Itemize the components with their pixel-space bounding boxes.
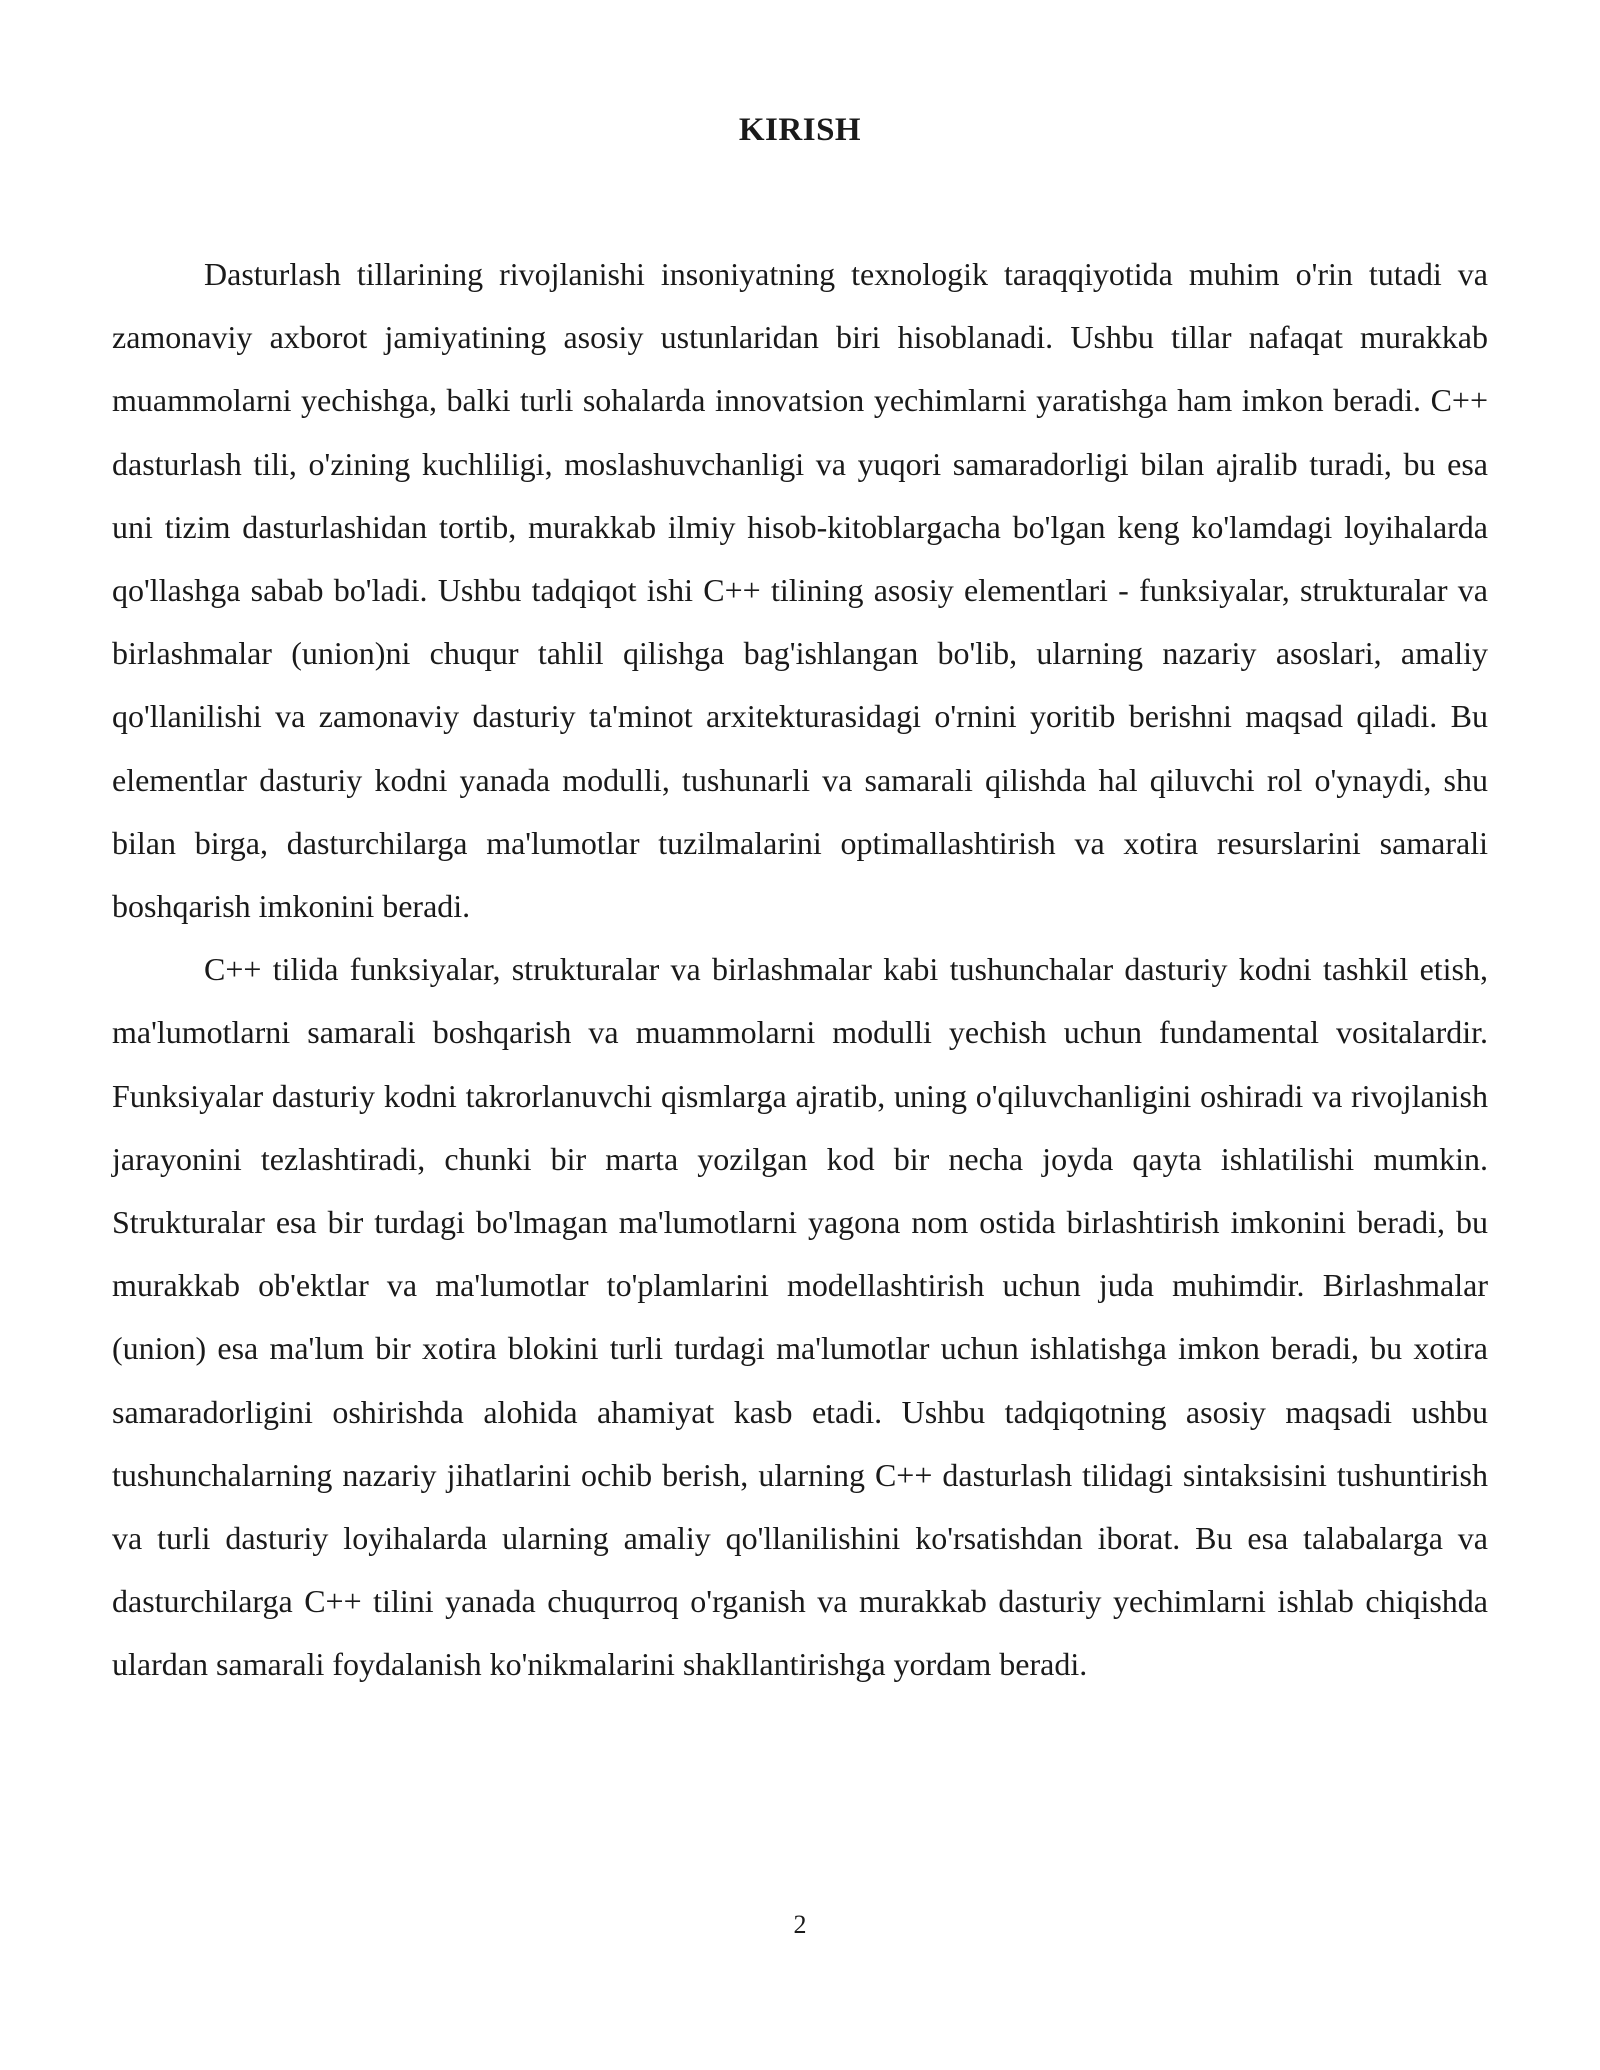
body-text xyxy=(112,243,1488,1697)
page-title: KIRISH xyxy=(738,112,862,148)
paragraph-2: C++ tilida funksiyalar, strukturalar va birlashmalar kabi tushunchalar dasturiy kodni tashkil etish, ma'lumotlarni samarali boshqarish va muammolarni modulli yechish uchun fundamental vositalardir. Funksiyalar dasturiy kodni takrorlanuvchi qismlarga ajratib, uning o'qiluvchanligini oshiradi va rivojlanish jarayonini tezlashtiradi, chunki bir marta yozilgan kod bir necha joyda qayta ishlatilishi mumkin. Strukturalar esa bir turdagi bo'lmagan ma'lumotlarni yagona nom ostida birlashtirish imkonini beradi, bu murakkab ob'ektlar va ma'lumotlar to'plamlarini modellashtirish uchun juda muhimdir. Birlashmalar (union) esa ma'lum bir xotira blokini turli turdagi ma'lumotlar uchun ishlatishga imkon beradi, bu xotira samaradorligini oshirishda alohida ahamiyat kasb etadi. Ushbu tadqiqotning asosiy maqsadi ushbu tushunchalarning nazariy jihatlarini ochib berish, ularning C++ dasturlash tilidagi sintaksisini tushuntirish va turli dasturiy loyihalarda ularning amaliy qo'llanilishini ko'rsatishdan iborat. Bu esa talabalarga va dasturchilarga C++ tilini yanada chuqurroq o'rganish va murakkab dasturiy yechimlarni ishlab chiqishda ulardan samarali foydalanish ko'nikmalarini shakllantirishga yordam beradi. xyxy=(112,951,1488,1683)
paragraph-1: Dasturlash tillarining rivojlanishi insoniyatning texnologik taraqqiyotida muhim o'rin tutadi va zamonaviy axborot jamiyatining asosiy ustunlaridan biri hisoblanadi. Ushbu tillar nafaqat murakkab muammolarni yechishga, balki turli sohalarda innovatsion yechimlarni yaratishga ham imkon beradi. C++ dasturlash tili, o'zining kuchliligi, moslashuvchanligi va yuqori samaradorligi bilan ajralib turadi, bu esa uni tizim dasturlashidan tortib, murakkab ilmiy hisob-kitoblargacha bo'lgan keng ko'lamdagi loyihalarda qo'llashga sabab bo'ladi. Ushbu tadqiqot ishi C++ tilining asosiy elementlari - funksiyalar, strukturalar va birlashmalar (union)ni chuqur tahlil qilishga bag'ishlangan bo'lib, ularning nazariy asoslari, amaliy qo'llanilishi va zamonaviy dasturiy ta'minot arxitekturasidagi o'rnini yoritib berishni maqsad qiladi. Bu elementlar dasturiy kodni yanada modulli, tushunarli va samarali qilishda hal qiluvchi rol o'ynaydi, shu bilan birga, dasturchilarga ma'lumotlar tuzilmalarini optimallashtirish va xotira resurslarini samarali boshqarish imkonini beradi. xyxy=(112,256,1488,925)
page-number: 2 xyxy=(793,1910,807,1939)
